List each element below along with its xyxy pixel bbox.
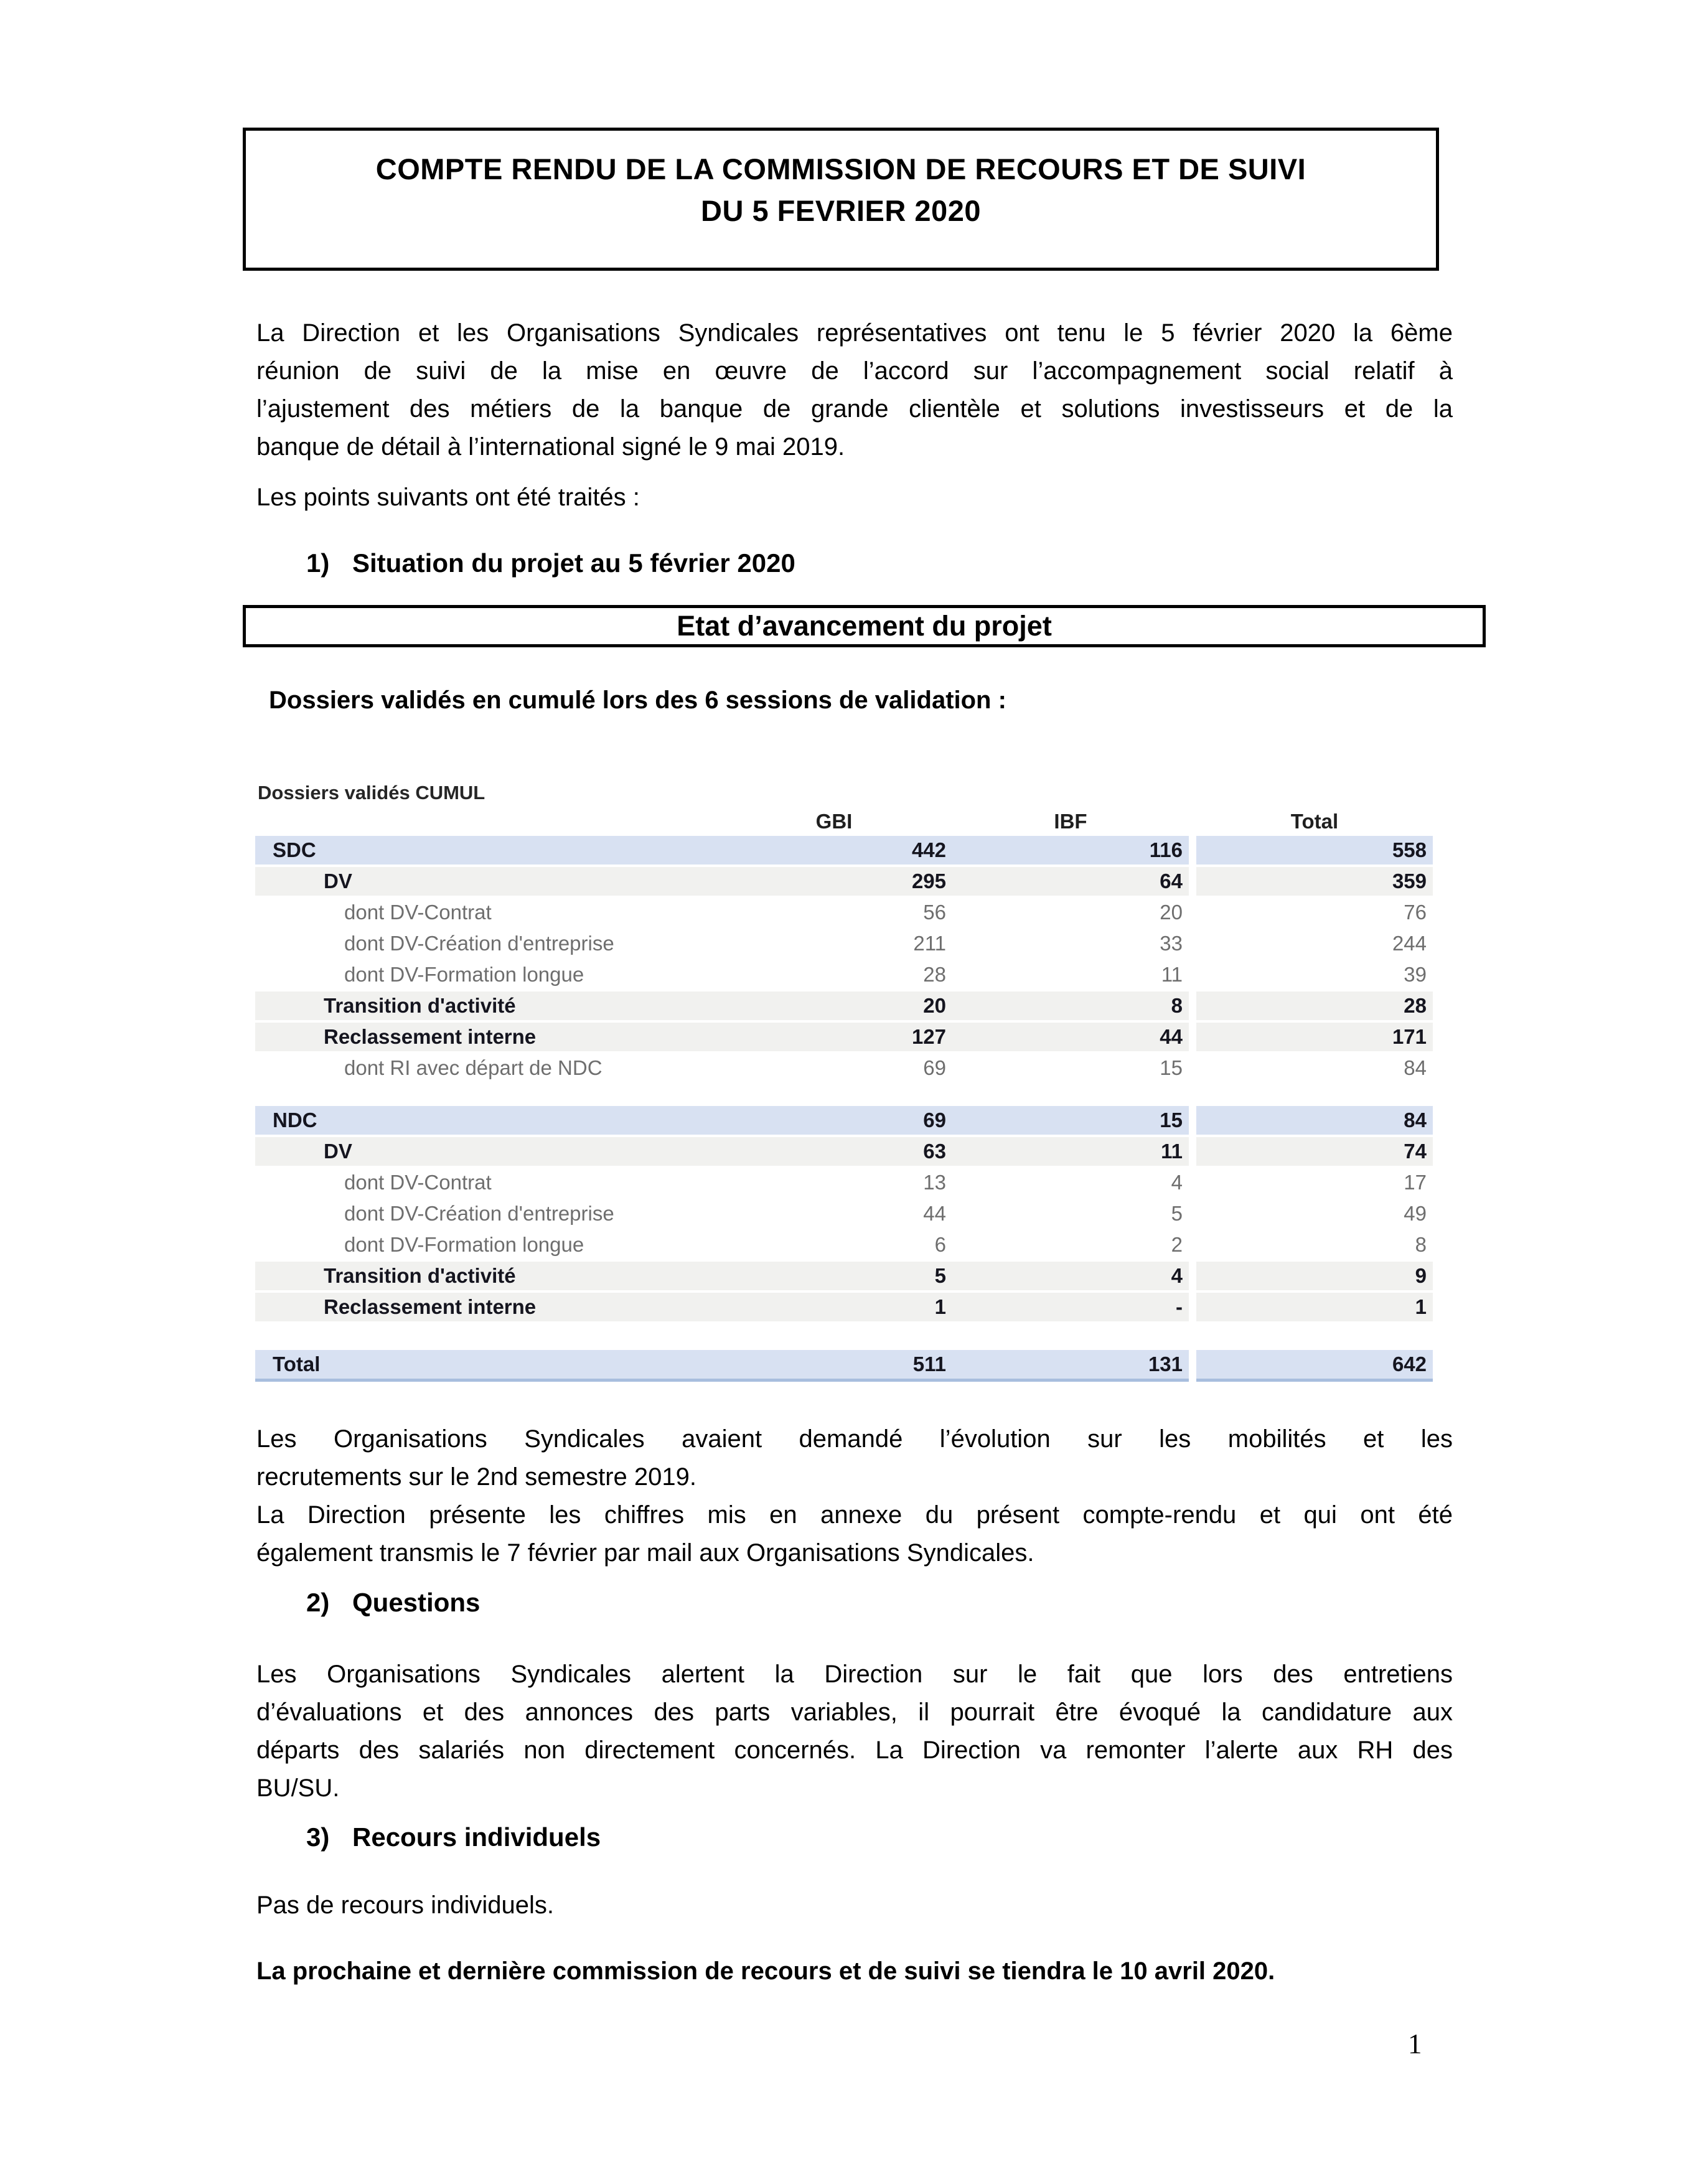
- cell-total: 359: [1196, 867, 1433, 896]
- cell-ibf: 116: [952, 836, 1189, 865]
- table-section-spacer: [255, 1324, 1433, 1350]
- document-title-line2: DU 5 FEVRIER 2020: [701, 194, 981, 227]
- mobilites-paragraph: [256, 1420, 1453, 1572]
- column-header-ibf: IBF: [1054, 810, 1087, 833]
- document-title-line1: COMPTE RENDU DE LA COMMISSION DE RECOURS ET DE SUIVI: [375, 152, 1306, 185]
- cell-gbi: 6: [716, 1230, 952, 1259]
- table-row: [255, 1023, 1433, 1051]
- column-gap: [1189, 1054, 1196, 1082]
- row-label: Transition d'activité: [255, 991, 716, 1020]
- table-row: [255, 929, 1433, 958]
- points-intro-text: Les points suivants ont été traités :: [256, 484, 640, 511]
- cell-ibf: 11: [952, 1137, 1189, 1166]
- cell-ibf: 20: [952, 898, 1189, 927]
- column-gap: [1189, 1137, 1196, 1166]
- paragraph-line: départs des salariés non directement concernés. La Direction va remonter l’alerte aux RH des: [256, 1736, 1453, 1764]
- row-label: Reclassement interne: [255, 1023, 716, 1051]
- etat-avancement-title: Etat d’avancement du projet: [677, 610, 1052, 642]
- column-gap: [1189, 1230, 1196, 1259]
- cell-ibf: 15: [952, 1054, 1189, 1082]
- cell-ibf: 11: [952, 960, 1189, 989]
- column-gap: [1189, 1106, 1196, 1135]
- cell-gbi: 69: [716, 1106, 952, 1135]
- intro-line: banque de détail à l’international signé le 9 mai 2019.: [256, 433, 845, 461]
- cell-gbi: 20: [716, 991, 952, 1020]
- intro-paragraph: [256, 314, 1453, 466]
- paragraph-line: également transmis le 7 février par mail aux Organisations Syndicales.: [256, 1539, 1034, 1567]
- cell-ibf: 2: [952, 1230, 1189, 1259]
- paragraph-line: Les Organisations Syndicales alertent la Direction sur le fait que lors des entretiens: [256, 1661, 1453, 1688]
- cell-ibf: 8: [952, 991, 1189, 1020]
- table-row: [255, 836, 1433, 865]
- table-row: [255, 1262, 1433, 1290]
- heading-label: Questions: [352, 1588, 481, 1617]
- dossiers-valides-subhead: Dossiers validés en cumulé lors des 6 sessions de validation :: [269, 687, 1006, 714]
- cell-ibf: 5: [952, 1199, 1189, 1228]
- table-row: [255, 1293, 1433, 1321]
- column-gap: [1189, 1168, 1196, 1197]
- cell-total: 17: [1196, 1168, 1433, 1197]
- column-header-total: Total: [1290, 810, 1339, 833]
- cell-gbi: 63: [716, 1137, 952, 1166]
- cell-total: 28: [1196, 991, 1433, 1020]
- table-row: [255, 898, 1433, 927]
- cell-total: 74: [1196, 1137, 1433, 1166]
- cell-gbi: 44: [716, 1199, 952, 1228]
- column-gap: [1189, 1293, 1196, 1321]
- cell-total: 8: [1196, 1230, 1433, 1259]
- table-caption: Dossiers validés CUMUL: [258, 782, 485, 804]
- cell-gbi: 295: [716, 867, 952, 896]
- cell-gbi: 127: [716, 1023, 952, 1051]
- page-number: 1: [1408, 2028, 1422, 2060]
- column-gap: [1189, 867, 1196, 896]
- table-section-spacer: [255, 1085, 1433, 1106]
- column-gap: [1189, 929, 1196, 958]
- column-gap: [1189, 1262, 1196, 1290]
- column-gap: [1189, 898, 1196, 927]
- cell-total: 39: [1196, 960, 1433, 989]
- column-gap: [1189, 809, 1196, 834]
- column-header-empty: [255, 809, 716, 834]
- cell-gbi: 69: [716, 1054, 952, 1082]
- cell-total: 1: [1196, 1293, 1433, 1321]
- cell-ibf: 33: [952, 929, 1189, 958]
- cell-total: 9: [1196, 1262, 1433, 1290]
- table-header-row: [255, 809, 1433, 834]
- etat-avancement-box: [243, 605, 1486, 647]
- intro-line: l’ajustement des métiers de la banque de grande clientèle et solutions investisseurs et de la: [256, 395, 1453, 423]
- table-row-total: [255, 1350, 1433, 1379]
- intro-line: La Direction et les Organisations Syndicales représentatives ont tenu le 5 février 2020 la 6ème: [256, 319, 1453, 347]
- intro-line: réunion de suivi de la mise en œuvre de l’accord sur l’accompagnement social relatif à: [256, 357, 1453, 385]
- row-label: DV: [255, 867, 716, 896]
- column-gap: [1189, 1199, 1196, 1228]
- cell-ibf: 64: [952, 867, 1189, 896]
- table-row: [255, 867, 1433, 896]
- table-row: [255, 1230, 1433, 1259]
- row-label: dont DV-Formation longue: [255, 960, 716, 989]
- cell-gbi: 442: [716, 836, 952, 865]
- row-label: SDC: [255, 836, 716, 865]
- title-box: [243, 128, 1439, 271]
- cell-gbi: 1: [716, 1293, 952, 1321]
- heading-number: 2): [306, 1588, 330, 1617]
- cell-ibf: 15: [952, 1106, 1189, 1135]
- table-row: [255, 1137, 1433, 1166]
- column-header-gbi: GBI: [815, 810, 853, 833]
- heading-questions: [306, 1586, 480, 1619]
- row-label: NDC: [255, 1106, 716, 1135]
- table-body: [255, 836, 1433, 1381]
- cell-gbi: 56: [716, 898, 952, 927]
- cell-total: 84: [1196, 1054, 1433, 1082]
- row-label: dont DV-Contrat: [255, 1168, 716, 1197]
- column-gap: [1189, 1350, 1196, 1382]
- table-row: [255, 1106, 1433, 1135]
- column-gap: [1189, 991, 1196, 1020]
- paragraph-line: d’évaluations et des annonces des parts variables, il pourrait être évoqué la candidature aux: [256, 1699, 1453, 1726]
- paragraph-line: recrutements sur le 2nd semestre 2019.: [256, 1463, 697, 1491]
- cell-ibf: 44: [952, 1023, 1189, 1051]
- heading-number: 1): [306, 548, 330, 578]
- table-row: [255, 991, 1433, 1020]
- table-row: [255, 1199, 1433, 1228]
- table-row: [255, 960, 1433, 989]
- table-row: [255, 1054, 1433, 1082]
- row-label: DV: [255, 1137, 716, 1166]
- column-gap: [1189, 836, 1196, 865]
- row-label: dont RI avec départ de NDC: [255, 1054, 716, 1082]
- column-gap: [1189, 1023, 1196, 1051]
- table-row: [255, 1168, 1433, 1197]
- cell-ibf: 4: [952, 1262, 1189, 1290]
- paragraph-line: Les Organisations Syndicales avaient demandé l’évolution sur les mobilités et les: [256, 1425, 1453, 1453]
- heading-situation: [306, 546, 795, 580]
- heading-number: 3): [306, 1822, 330, 1852]
- cell-ibf: 4: [952, 1168, 1189, 1197]
- cell-ibf: 131: [952, 1350, 1189, 1382]
- cell-total: 244: [1196, 929, 1433, 958]
- cell-ibf: -: [952, 1293, 1189, 1321]
- cell-gbi: 5: [716, 1262, 952, 1290]
- paragraph-line: La Direction présente les chiffres mis en annexe du présent compte-rendu et qui ont été: [256, 1501, 1453, 1529]
- paragraph-line: BU/SU.: [256, 1774, 340, 1802]
- row-label: dont DV-Création d'entreprise: [255, 929, 716, 958]
- cell-total: 49: [1196, 1199, 1433, 1228]
- cell-gbi: 211: [716, 929, 952, 958]
- cell-gbi: 511: [716, 1350, 952, 1382]
- row-label: dont DV-Création d'entreprise: [255, 1199, 716, 1228]
- column-gap: [1189, 960, 1196, 989]
- cell-total: 558: [1196, 836, 1433, 865]
- no-recours-text: Pas de recours individuels.: [256, 1891, 555, 1919]
- closing-statement: La prochaine et dernière commission de recours et de suivi se tiendra le 10 avril 2020.: [256, 1957, 1275, 1985]
- heading-recours: [306, 1821, 601, 1854]
- questions-paragraph: [256, 1656, 1453, 1807]
- row-label: dont DV-Contrat: [255, 898, 716, 927]
- row-label: Total: [255, 1350, 716, 1382]
- heading-label: Recours individuels: [352, 1822, 601, 1852]
- row-label: Transition d'activité: [255, 1262, 716, 1290]
- cell-gbi: 13: [716, 1168, 952, 1197]
- cell-total: 171: [1196, 1023, 1433, 1051]
- row-label: Reclassement interne: [255, 1293, 716, 1321]
- cell-total: 84: [1196, 1106, 1433, 1135]
- row-label: dont DV-Formation longue: [255, 1230, 716, 1259]
- cell-gbi: 28: [716, 960, 952, 989]
- heading-label: Situation du projet au 5 février 2020: [352, 548, 795, 578]
- cell-total: 642: [1196, 1350, 1433, 1382]
- cell-total: 76: [1196, 898, 1433, 927]
